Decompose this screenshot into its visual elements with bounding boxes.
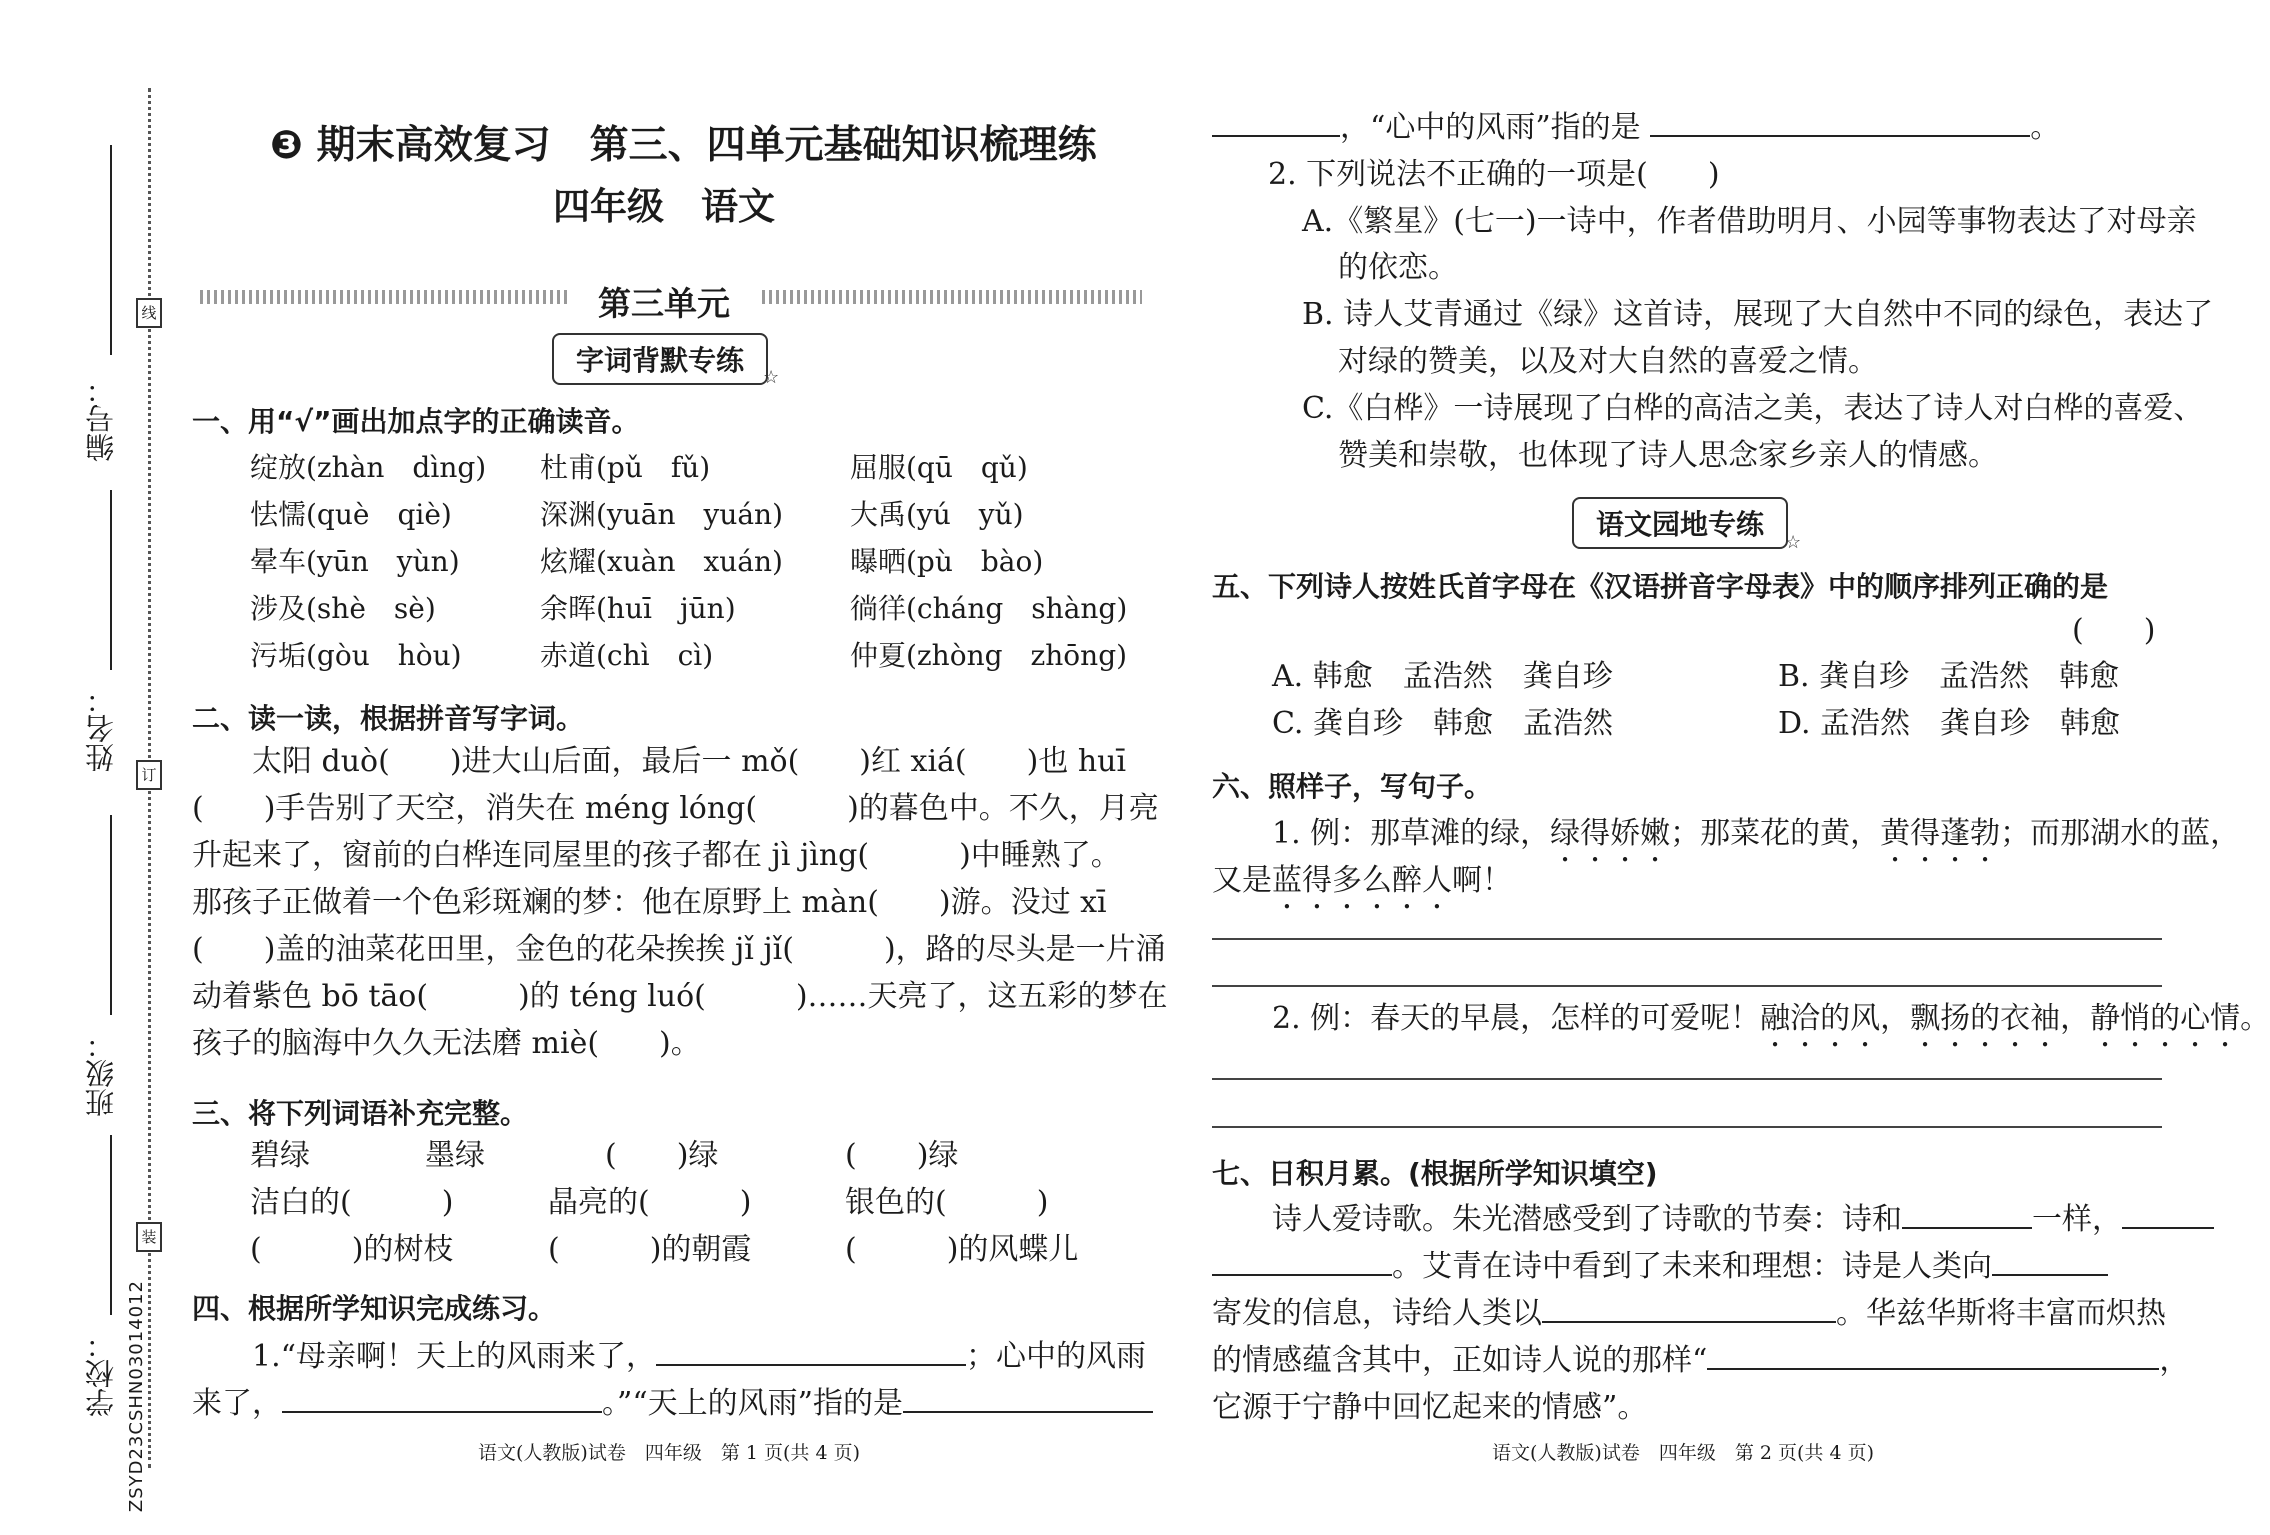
word-item[interactable]: ( )的树枝 [250,1232,454,1267]
word-item[interactable]: 碧绿 [250,1138,310,1173]
q6-answer-line-2[interactable] [1212,985,2162,987]
page1-footer: 语文(人教版)试卷 四年级 第 1 页(共 4 页) [478,1442,860,1464]
q4-2-option-b[interactable]: B. 诗人艾青通过《绿》这首诗，展现了大自然中不同的绿色，表达了 [1302,297,2214,332]
q7-line5: 它源于宁静中回忆起来的情感”。 [1212,1390,1648,1425]
q7-blank-3[interactable] [1212,1246,1392,1276]
q7-blank-4[interactable] [1992,1246,2108,1276]
pinyin-item[interactable]: 涉及(shè sè) [250,592,436,625]
page-subtitle: 四年级 语文 [553,185,775,228]
q5-answer-paren[interactable]: ( ) [2072,613,2156,648]
binding-mark-order: 订 [136,760,162,790]
q7-title: 七、日积月累。(根据所学知识填空) [1212,1157,1658,1190]
pinyin-item[interactable]: 余晖(huī jūn) [540,592,736,625]
word-item[interactable]: ( )绿 [605,1138,719,1173]
q6-ex1-emphasis-1: 绿得娇嫩 [1550,816,1671,851]
q7-line2 [1212,1243,2108,1290]
pinyin-item[interactable]: 仲夏(zhòng zhōng) [850,639,1128,672]
pinyin-item[interactable]: 徜徉(cháng shàng) [850,592,1128,625]
binding-mark-line: 线 [136,298,162,328]
star-icon: ☆ [763,367,780,388]
pinyin-item[interactable]: 大禹(yú yǔ) [850,498,1024,531]
pinyin-item[interactable]: 晕车(yūn yùn) [250,545,460,578]
q5-option-d[interactable]: D. 孟浩然 龚自珍 韩愈 [1778,706,2121,741]
q4-cont-text-a: ，“心中的风雨”指的是 [1340,110,1641,145]
q4-2-option-b-cont: 对绿的赞美，以及对大自然的喜爱之情。 [1338,344,1878,379]
q2-passage-line[interactable]: 太阳 duò( )进大山后面，最后一 mǒ( )红 xiá( )也 huī [192,744,1127,779]
unit3-title: 第三单元 [598,284,730,323]
class-label: 班级： [84,1030,118,1117]
word-item[interactable]: ( )的朝霞 [548,1232,752,1267]
pinyin-item[interactable]: 曝晒(pù bào) [850,545,1044,578]
q7-text-5: 。华兹华斯将丰富而炽热 [1836,1296,2166,1331]
badge-vocab-drill: 字词背默专练 [552,333,768,385]
q6-ex1-text-c: ；而那湖水的蓝， [2000,816,2241,851]
q6-ex1-emphasis-3: 蓝得多么醉人 [1272,863,1452,898]
q4-title: 四、根据所学知识完成练习。 [192,1292,557,1325]
q5-option-a[interactable]: A. 韩愈 孟浩然 龚自珍 [1272,659,1613,694]
q2-passage-line[interactable]: ( )盖的油菜花田里，金色的花朵挨挨 jǐ jǐ( )，路的尽头是一片涌 [192,932,1166,967]
number-label: 编号： [84,375,118,462]
pinyin-item[interactable]: 杜甫(pǔ fǔ) [540,451,711,484]
pinyin-item[interactable]: 怯懦(què qiè) [250,498,452,531]
q4-blank-4[interactable] [1212,107,1340,137]
binding-mark-bind: 装 [136,1222,162,1252]
q6-answer-line-4[interactable] [1212,1126,2162,1128]
decor-bar-left [200,290,570,304]
q6-example-1-line2 [1212,857,1512,916]
q4-blank-5[interactable] [1650,107,2030,137]
q7-line3 [1212,1290,2166,1337]
q3-title: 三、将下列词语补充完整。 [192,1097,529,1130]
q4-2-option-c[interactable]: C.《白桦》一诗展现了白桦的高洁之美，表达了诗人对白桦的喜爱、 [1302,391,2204,426]
q4-line1 [192,1333,1146,1380]
word-item[interactable]: ( )绿 [845,1138,959,1173]
q4-2-option-a[interactable]: A.《繁星》(七一)一诗中，作者借助明月、小园等事物表达了对母亲 [1302,204,2197,239]
q6-ex2-text-b: 。 [2240,1001,2270,1036]
q4-line1-text-b: ；心中的风雨 [965,1339,1146,1374]
pinyin-item[interactable]: 屈服(qū qǔ) [850,451,1028,484]
q4-2-option-a-cont: 的依恋。 [1338,250,1458,285]
q7-text-4: 寄发的信息，诗给人类以 [1212,1296,1542,1331]
q4-line1-text-a: 1.“母亲啊！天上的风雨来了， [192,1339,656,1374]
q5-option-c[interactable]: C. 龚自珍 韩愈 孟浩然 [1272,706,1613,741]
name-line [110,490,112,670]
q2-passage-line[interactable]: 那孩子正做着一个色彩斑斓的梦：他在原野上 màn( )游。没过 xī [192,885,1107,920]
q4-blank-2[interactable] [282,1383,602,1413]
school-line [110,1135,112,1315]
q7-text-7: ， [2159,1343,2190,1378]
word-item[interactable]: 银色的( ) [845,1185,1049,1220]
word-item[interactable]: 洁白的( ) [250,1185,454,1220]
q4-blank-1[interactable] [656,1336,966,1366]
q6-answer-line-1[interactable] [1212,938,2162,940]
q7-blank-6[interactable] [1707,1340,2159,1370]
q6-ex1-text-d: 又是 [1212,863,1272,898]
q6-ex1-text-a: 1. 例：那草滩的绿， [1212,816,1551,851]
class-line [110,815,112,1015]
page2-footer: 语文(人教版)试卷 四年级 第 2 页(共 4 页) [1492,1442,1874,1464]
pinyin-item[interactable]: 赤道(chì cì) [540,639,714,672]
q7-line4 [1212,1337,2189,1384]
q4-blank-3[interactable] [903,1383,1153,1413]
badge-chinese-garden: 语文园地专练 [1572,497,1788,549]
q7-blank-5[interactable] [1542,1293,1836,1323]
q5-title: 五、下列诗人按姓氏首字母在《汉语拼音字母表》中的顺序排列正确的是 [1212,570,2109,603]
pinyin-item[interactable]: 炫耀(xuàn xuán) [540,545,783,578]
q6-ex1-text-e: 啊！ [1452,863,1512,898]
q7-line1 [1212,1196,2214,1243]
q7-text-1: 诗人爱诗歌。朱光潜感受到了诗歌的节奏：诗和 [1212,1202,1902,1237]
page-title: ❸ 期末高效复习 第三、四单元基础知识梳理练 [270,123,1097,168]
q5-option-b[interactable]: B. 龚自珍 孟浩然 韩愈 [1778,659,2120,694]
decor-bar-right [762,290,1142,304]
q2-passage-line[interactable]: 升起来了，窗前的白桦连同屋里的孩子都在 jì jìng( )中睡熟了。 [192,838,1121,873]
q6-example-2 [1212,995,2270,1054]
q7-text-3: 。艾青在诗中看到了未来和理想：诗是人类向 [1392,1249,1992,1284]
q4-cont-text-b: 。 [2030,110,2061,145]
school-label: 学校： [84,1330,118,1417]
paper-code: ZSYD23CSHN03014012 [126,1280,147,1513]
q1-title: 一、用“√”画出加点字的正确读音。 [192,405,640,438]
q6-ex2-text-a: 2. 例：春天的早晨，怎样的可爱呢！ [1212,1001,1761,1036]
q4-continued [1212,104,2060,151]
q6-answer-line-3[interactable] [1212,1078,2162,1080]
number-line [110,145,112,355]
q7-blank-1[interactable] [1902,1199,2032,1229]
word-item[interactable]: ( )的风蝶儿 [845,1232,1079,1267]
q4-2-option-c-cont: 赞美和崇敬，也体现了诗人思念家乡亲人的情感。 [1338,438,1998,473]
q4-line2-text-b: 。”“天上的风雨”指的是 [602,1386,904,1421]
name-label: 姓名： [84,685,118,772]
q2-passage-line[interactable]: 动着紫色 bō tāo( )的 téng luó( )……天亮了，这五彩的梦在 [192,979,1168,1014]
star-icon-2: ☆ [1785,532,1802,553]
pinyin-item[interactable]: 绽放(zhàn dìng) [250,451,487,484]
q7-blank-2[interactable] [2122,1199,2214,1229]
q4-line2-text-a: 来了， [192,1386,282,1421]
q6-ex1-text-b: ；那菜花的黄， [1670,816,1881,851]
q7-text-6: 的情感蕴含其中，正如诗人说的那样“ [1212,1343,1708,1378]
pinyin-item[interactable]: 污垢(gòu hòu) [250,639,462,672]
q2-passage-line[interactable]: ( )手告别了天空，消失在 méng lóng( )的暮色中。不久，月亮 [192,791,1159,826]
q7-text-2: 一样， [2032,1202,2122,1237]
q6-ex2-emphasis: 融洽的风，飘扬的衣袖，静悄的心情 [1760,1001,2241,1036]
q2-title: 二、读一读，根据拼音写字词。 [192,702,585,735]
q4-line2 [192,1380,1153,1427]
word-item[interactable]: 晶亮的( ) [548,1185,752,1220]
q2-passage-line[interactable]: 孩子的脑海中久久无法磨 miè( )。 [192,1026,701,1061]
word-item[interactable]: 墨绿 [425,1138,485,1173]
q6-title: 六、照样子，写句子。 [1212,770,1493,803]
q6-ex1-emphasis-2: 黄得蓬勃 [1880,816,2001,851]
q4-2-stem: 2. 下列说法不正确的一项是( ) [1268,157,1720,192]
pinyin-item[interactable]: 深渊(yuān yuán) [540,498,784,531]
